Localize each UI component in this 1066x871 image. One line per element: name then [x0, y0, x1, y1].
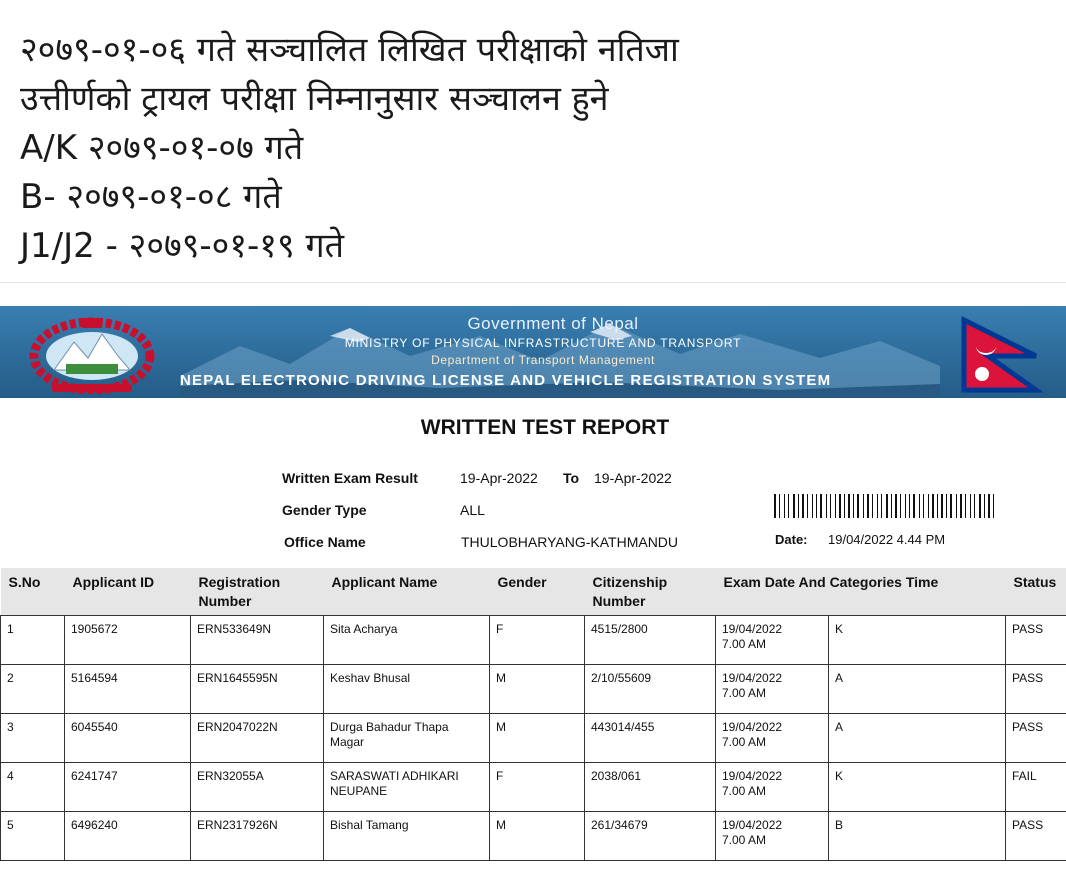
cell-category: K: [829, 763, 1006, 812]
post-line: A/K २०७९-०१-०७ गते: [20, 128, 304, 168]
cell-name: Sita Acharya: [324, 616, 490, 665]
table-row: [1, 616, 1066, 665]
cell-exam-datetime: [716, 763, 829, 812]
banner-ministry: MINISTRY OF PHYSICAL INFRASTRUCTURE AND TRANSPORT: [344, 336, 742, 350]
cell-gender: F: [490, 616, 585, 665]
header-citizenship-number: Citizenship Number: [585, 568, 716, 616]
report-title: WRITTEN TEST REPORT: [420, 416, 670, 439]
table-row: [1, 714, 1066, 763]
cell-applicant-id: 6241747: [65, 763, 191, 812]
cell-name: Keshav Bhusal: [324, 665, 490, 714]
cell-citizenship: 261/34679: [585, 812, 716, 861]
cell-citizenship: 2/10/55609: [585, 665, 716, 714]
exam-date: 19/04/2022: [722, 769, 783, 783]
cell-exam-datetime: [716, 812, 829, 861]
exam-date: 19/04/2022: [722, 622, 783, 636]
cell-applicant-id: 6496240: [65, 812, 191, 861]
office-name-value: THULOBHARYANG-KATHMANDU: [461, 534, 679, 550]
cell-applicant-id: 6045540: [65, 714, 191, 763]
cell-sno: 2: [1, 665, 65, 714]
post-line: २०७९-०१-०६ गते सञ्चालित लिखित परीक्षाको नतिजा: [20, 30, 679, 70]
header-gender: Gender: [490, 568, 585, 616]
cell-category: K: [829, 616, 1006, 665]
cell-category: A: [829, 665, 1006, 714]
cell-gender: F: [490, 763, 585, 812]
cell-category: A: [829, 714, 1006, 763]
cell-sno: 5: [1, 812, 65, 861]
post-line: उत्तीर्णको ट्रायल परीक्षा निम्नानुसार सञ्चालन हुने: [20, 79, 609, 119]
header-exam-date-categories: Exam Date And Categories Time: [716, 568, 1006, 616]
cell-exam-datetime: [716, 714, 829, 763]
gender-type-value: ALL: [460, 502, 485, 518]
cell-citizenship: 443014/455: [585, 714, 716, 763]
exam-time: 7.00 AM: [722, 784, 767, 798]
exam-time: 7.00 AM: [722, 833, 767, 847]
table-row: [1, 763, 1066, 812]
report-date-label: Date:: [775, 532, 808, 547]
report-document[interactable]: [0, 306, 1066, 871]
header-registration-number: Registration Number: [191, 568, 324, 616]
cell-gender: M: [490, 665, 585, 714]
results-table: [0, 568, 1066, 861]
exam-date-from: 19-Apr-2022: [460, 470, 538, 486]
table-header-row: [1, 568, 1066, 616]
cell-sno: 4: [1, 763, 65, 812]
exam-date-to: 19-Apr-2022: [594, 470, 672, 486]
cell-applicant-id: 1905672: [65, 616, 191, 665]
cell-category: B: [829, 812, 1006, 861]
banner-system-name: NEPAL ELECTRONIC DRIVING LICENSE AND VEHICLE REGISTRATION SYSTEM: [180, 372, 832, 389]
cell-name: Durga Bahadur Thapa Magar: [324, 714, 490, 763]
exam-date: 19/04/2022: [722, 818, 783, 832]
exam-result-label: Written Exam Result: [282, 470, 418, 486]
cell-registration: ERN533649N: [191, 616, 324, 665]
banner-department: Department of Transport Management: [431, 353, 655, 367]
banner-government: Government of Nepal: [467, 314, 639, 333]
table-row: [1, 665, 1066, 714]
post-line: J1/J2 - २०७९-०१-१९ गते: [20, 226, 344, 266]
cell-name: SARASWATI ADHIKARI NEUPANE: [324, 763, 490, 812]
header-sno: S.No: [1, 568, 65, 616]
cell-sno: 3: [1, 714, 65, 763]
post-line: B- २०७९-०१-०८ गते: [20, 177, 282, 217]
cell-citizenship: 2038/061: [585, 763, 716, 812]
barcode: [774, 494, 996, 518]
cell-exam-datetime: [716, 665, 829, 714]
cell-gender: M: [490, 812, 585, 861]
post-divider: [0, 282, 1066, 283]
cell-citizenship: 4515/2800: [585, 616, 716, 665]
to-label: To: [563, 470, 580, 486]
cell-registration: ERN2317926N: [191, 812, 324, 861]
exam-date: 19/04/2022: [722, 720, 783, 734]
exam-time: 7.00 AM: [722, 735, 767, 749]
table-row: [1, 812, 1066, 861]
cell-registration: ERN2047022N: [191, 714, 324, 763]
cell-registration: ERN32055A: [191, 763, 324, 812]
cell-status: PASS: [1006, 665, 1066, 714]
cell-status: FAIL: [1006, 763, 1066, 812]
gender-type-label: Gender Type: [282, 502, 367, 518]
report-date-value: 19/04/2022 4.44 PM: [828, 532, 946, 547]
header-status: Status: [1006, 568, 1066, 616]
cell-status: PASS: [1006, 616, 1066, 665]
cell-exam-datetime: [716, 616, 829, 665]
cell-registration: ERN1645595N: [191, 665, 324, 714]
report-banner: [0, 306, 1066, 398]
header-applicant-name: Applicant Name: [324, 568, 490, 616]
cell-name: Bishal Tamang: [324, 812, 490, 861]
exam-time: 7.00 AM: [722, 637, 767, 651]
office-name-label: Office Name: [284, 534, 366, 550]
nepal-flag-icon: [958, 316, 1048, 394]
cell-applicant-id: 5164594: [65, 665, 191, 714]
exam-date: 19/04/2022: [722, 671, 783, 685]
cell-status: PASS: [1006, 812, 1066, 861]
cell-gender: M: [490, 714, 585, 763]
header-applicant-id: Applicant ID: [65, 568, 191, 616]
cell-status: PASS: [1006, 714, 1066, 763]
post-text: [20, 26, 1040, 271]
exam-time: 7.00 AM: [722, 686, 767, 700]
cell-sno: 1: [1, 616, 65, 665]
